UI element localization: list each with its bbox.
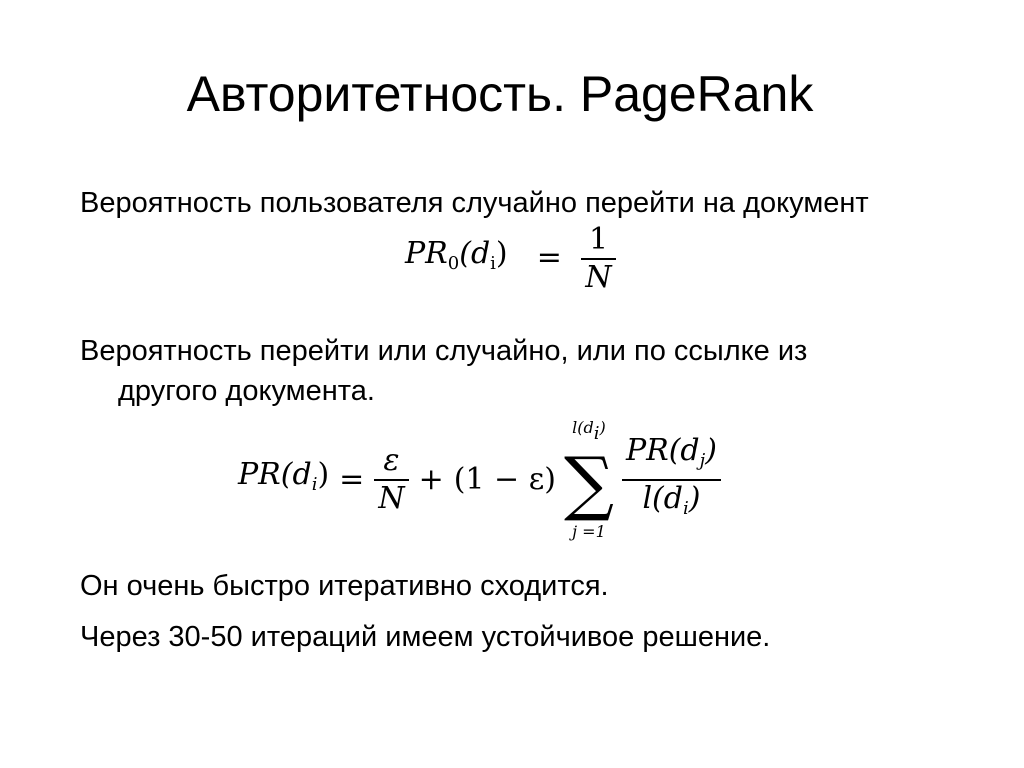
sum-lower-limit: j =1 xyxy=(572,522,606,541)
paragraph-transition-probability-1: Вероятность перейти или случайно, или по ссылке из xyxy=(80,335,808,367)
sigma-symbol: ∑ xyxy=(563,442,614,524)
damping-factor: (1 − ε) xyxy=(453,462,556,497)
fraction-pr-over-l: $\frac{PR(d_j)}{l(d_i)}$ xyxy=(622,433,721,527)
summation xyxy=(564,418,614,542)
formula-pagerank xyxy=(238,418,721,542)
plus-sign: + xyxy=(418,462,444,497)
paragraph-random-probability: Вероятность пользователя случайно перейти на документ xyxy=(80,187,869,219)
fraction-one-over-n: $\frac{1}{N}$ xyxy=(581,222,615,296)
paragraph-iterations: Через 30-50 итераций имеем устойчивое решение. xyxy=(80,621,771,653)
formula-pr0 xyxy=(405,222,616,296)
fraction-epsilon-over-n: $\frac{\varepsilon}{N}$ xyxy=(374,443,408,517)
equals-sign: = xyxy=(339,462,365,497)
equals-sign: = xyxy=(536,240,562,275)
formula-pagerank-lhs: $PR(d_i)$ xyxy=(238,457,330,495)
paragraph-transition-probability-2: другого документа. xyxy=(118,375,375,407)
slide-title: Авторитетность. PageRank xyxy=(186,66,814,122)
sum-upper-limit: $l(d_i)$ xyxy=(572,418,606,444)
formula-pr0-lhs: $PR_0(d_i)$ xyxy=(405,236,508,274)
paragraph-convergence: Он очень быстро итеративно сходится. xyxy=(80,570,609,602)
